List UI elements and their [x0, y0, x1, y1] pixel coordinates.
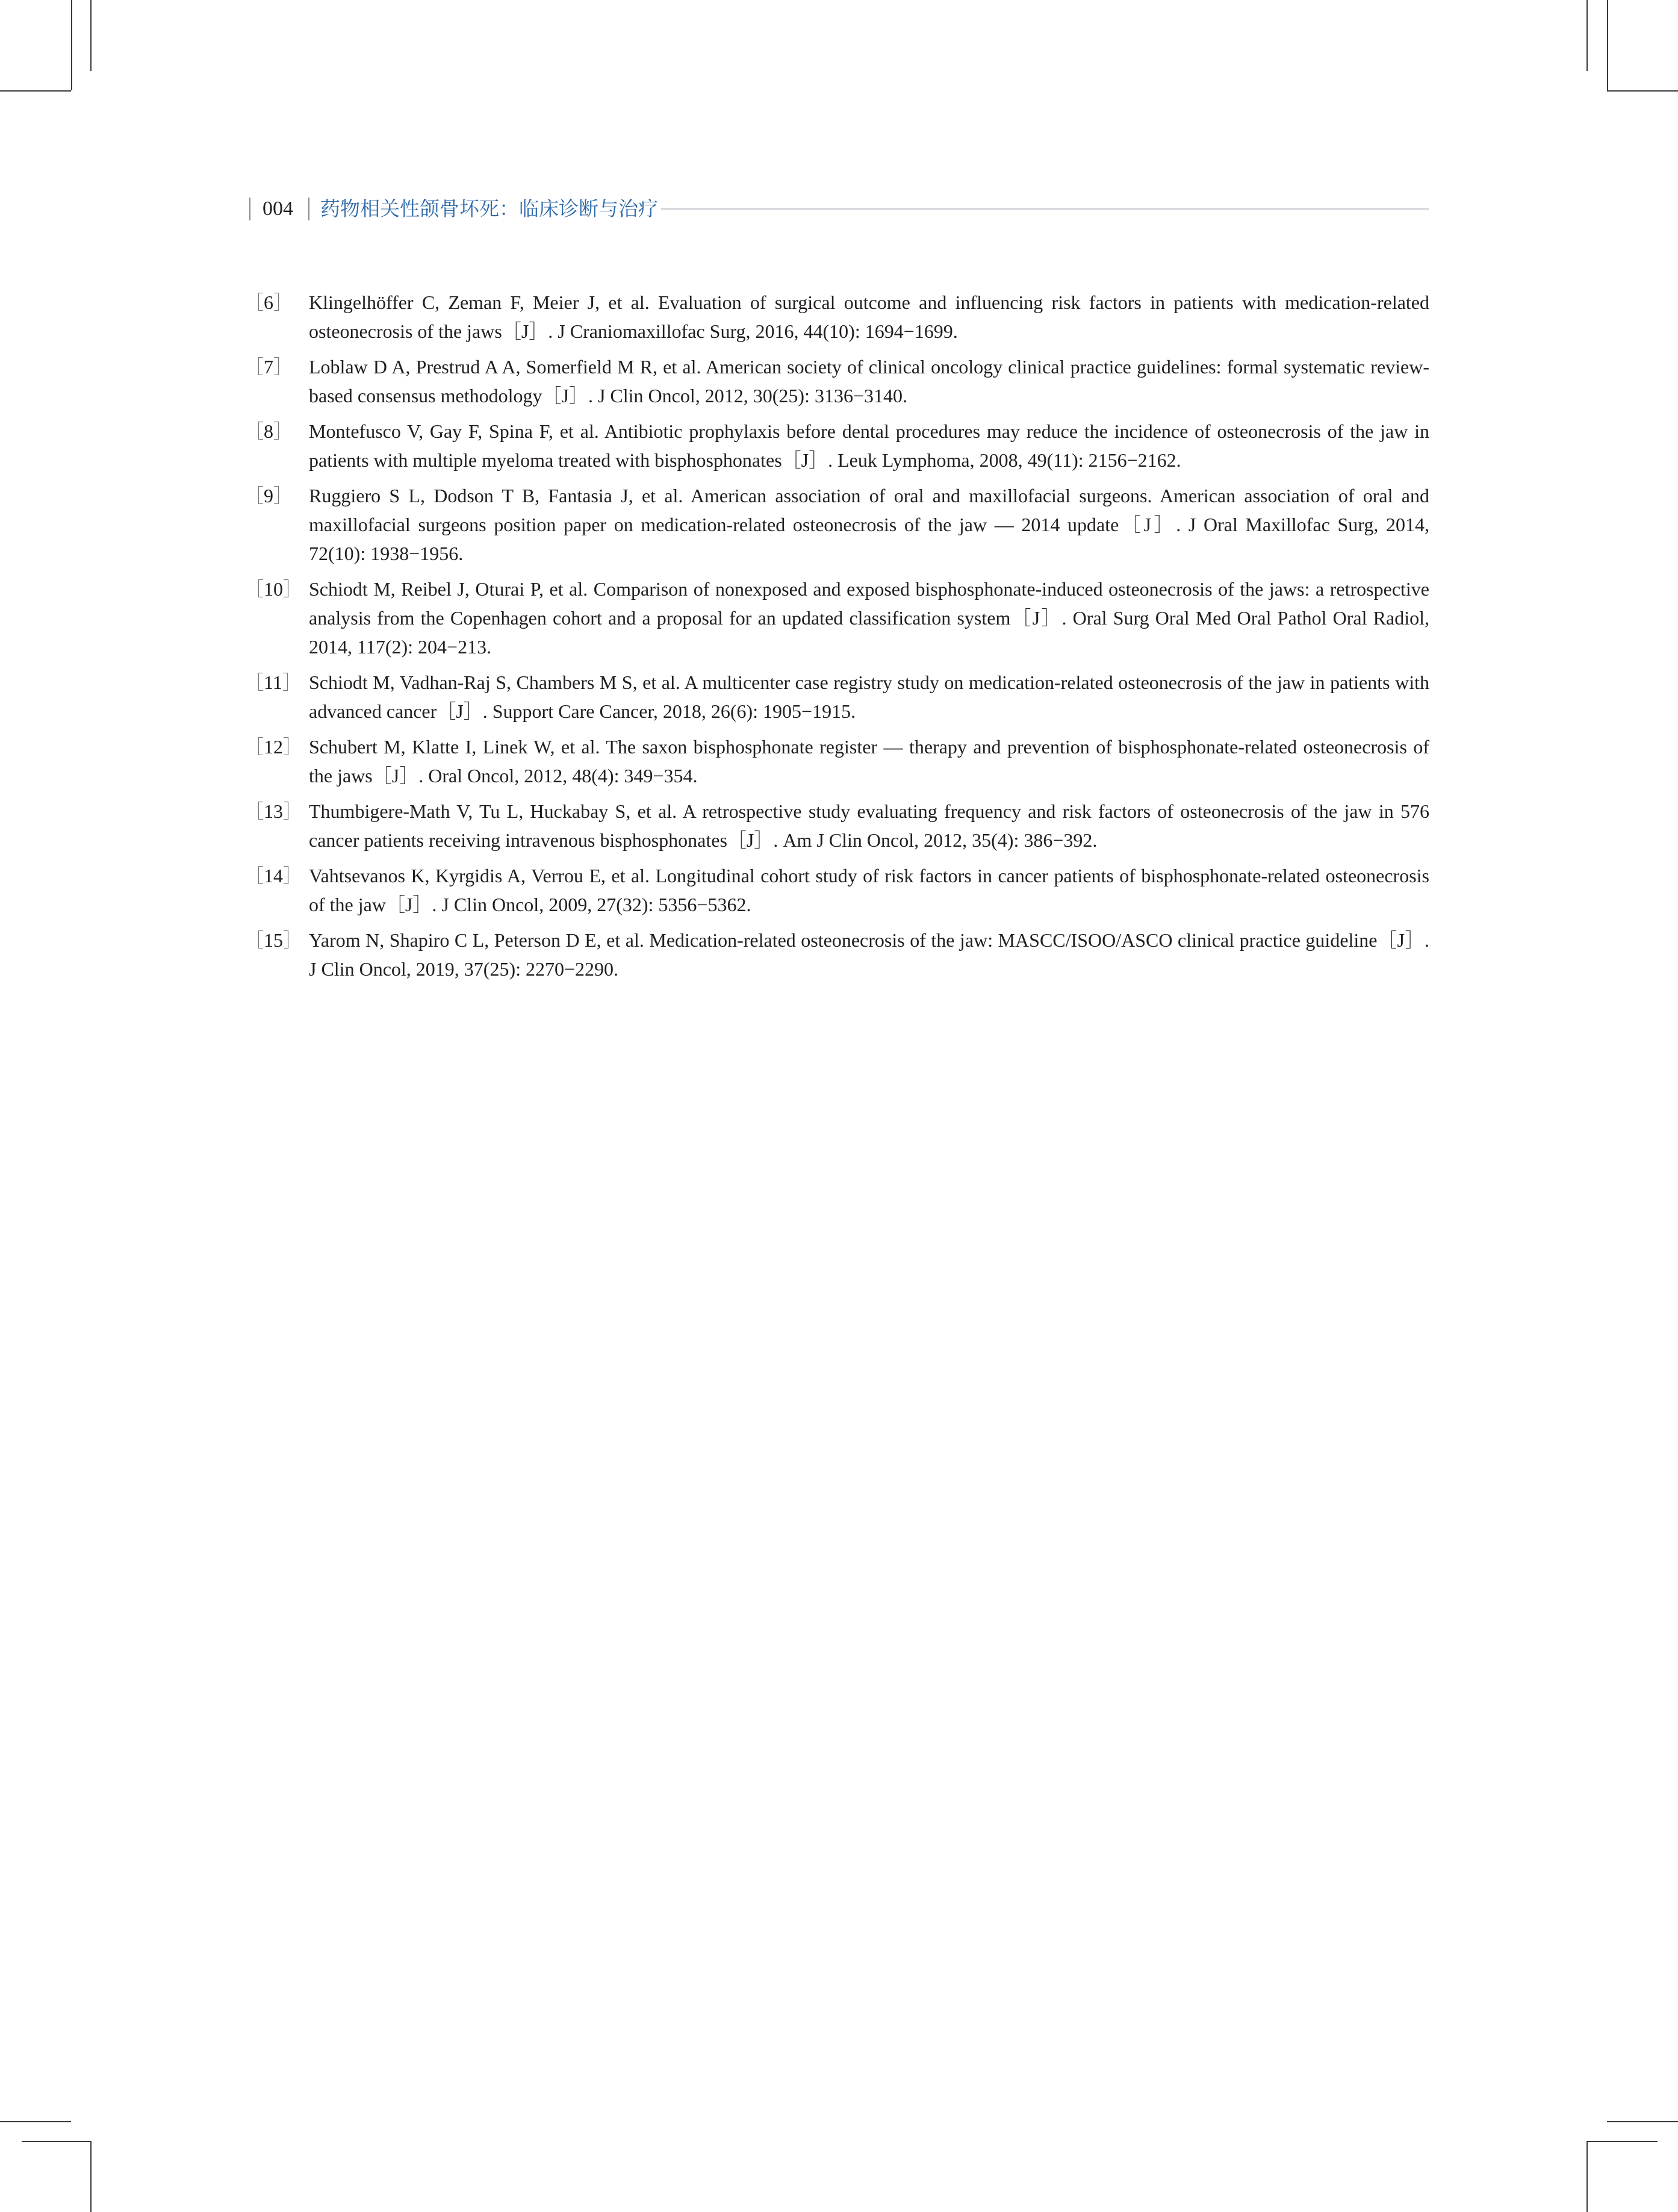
reference-text: Vahtsevanos K, Kyrgidis A, Verrou E, et al. Longitudinal cohort study of risk factors in cancer patients of bisphosphonate-related osteonecrosis of the jaw［J］. J Clin Oncol, 2009, 27(32): 5356−5362. — [309, 865, 1429, 915]
reference-list — [244, 288, 1429, 990]
crop-mark-bottom-right-h — [1607, 2121, 1678, 2122]
crop-mark-bottom-right-v — [1586, 2141, 1588, 2212]
reference-number: ［8］ — [244, 420, 293, 442]
reference-item — [244, 797, 1429, 855]
crop-mark-top-left-h — [0, 90, 71, 92]
reference-item — [244, 668, 1429, 726]
reference-item — [244, 732, 1429, 790]
reference-item — [244, 352, 1429, 410]
running-header — [246, 194, 1429, 224]
crop-mark-top-right-h — [1607, 90, 1678, 92]
reference-number: ［11］ — [244, 671, 302, 693]
reference-text: Loblaw D A, Prestrud A A, Somerfield M R, et al. American society of clinical oncology clinical practice guidelines: formal systematic review-based consensus methodology［J］. J Clin Oncol, 2012, 30(25): 3136−3140. — [309, 356, 1429, 407]
reference-number: ［13］ — [244, 800, 303, 822]
reference-item — [244, 861, 1429, 919]
book-title: 药物相关性颌骨坏死：临床诊断与治疗 — [320, 197, 658, 220]
reference-text: Montefusco V, Gay F, Spina F, et al. Antibiotic prophylaxis before dental procedures may reduce the incidence of osteonecrosis of the jaw in patients with multiple myeloma treated with bisphosphonates［J］. Leuk Lymphoma, 2008, 49(11): 2156−2162. — [309, 420, 1429, 471]
reference-text: Schiodt M, Reibel J, Oturai P, et al. Comparison of nonexposed and exposed bisphosphonate-induced osteonecrosis of the jaws: a retrospective analysis from the Copenhagen cohort and a proposal for an updated classification system［J］. Oral Surg Oral Med Oral Pathol Oral Radiol, 2014, 117(2): 204−213. — [309, 578, 1430, 658]
reference-item — [244, 926, 1429, 983]
reference-number: ［14］ — [244, 865, 303, 886]
reference-text: Schubert M, Klatte I, Linek W, et al. The saxon bisphosphonate register — therapy and prevention of bisphosphonate-related osteonecrosis of the jaws［J］. Oral Oncol, 2012, 48(4): 349−354. — [309, 736, 1429, 787]
crop-mark-top-right-v2 — [1607, 0, 1608, 90]
reference-text: Schiodt M, Vadhan-Raj S, Chambers M S, et al. A multicenter case registry study on medication-related osteonecrosis of the jaw in patients with advanced cancer［J］. Support Care Cancer, 2018, 26(6): 1905−1915. — [309, 671, 1429, 722]
crop-mark-bottom-right-h2 — [1586, 2141, 1658, 2142]
reference-number: ［10］ — [244, 578, 303, 600]
page-number: 004 — [263, 198, 293, 220]
reference-text: Yarom N, Shapiro C L, Peterson D E, et al. Medication-related osteonecrosis of the jaw: MASCC/ISOO/ASCO clinical practice guideline［J］. J Clin Oncol, 2019, 37(25): 2270−2290. — [309, 929, 1429, 980]
header-separator-right — [308, 198, 309, 220]
reference-number: ［9］ — [244, 485, 293, 506]
reference-item — [244, 417, 1429, 475]
reference-item — [244, 481, 1429, 568]
header-rule — [661, 208, 1429, 210]
crop-mark-bottom-left-h — [0, 2121, 71, 2122]
reference-text: Ruggiero S L, Dodson T B, Fantasia J, et al. American association of oral and maxillofacial surgeons. American association of oral and maxillofacial surgeons position paper on medication-related osteonecrosis of the jaw — 2014 update［J］. J Oral Maxillofac Surg, 2014, 72(10): 1938−1956. — [309, 485, 1430, 564]
reference-text: Klingelhöffer C, Zeman F, Meier J, et al. Evaluation of surgical outcome and influencing risk factors in patients with medication-related osteonecrosis of the jaws［J］. J Craniomaxillofac Surg, 2016, 44(10): 1694−1699. — [309, 291, 1429, 342]
crop-mark-bottom-left-v — [90, 2141, 92, 2212]
reference-number: ［6］ — [244, 291, 293, 313]
reference-number: ［12］ — [244, 736, 303, 758]
crop-mark-top-right-v — [1586, 0, 1588, 71]
crop-mark-bottom-left-h2 — [22, 2141, 90, 2142]
reference-item — [244, 288, 1429, 346]
reference-item — [244, 575, 1429, 661]
reference-number: ［15］ — [244, 929, 303, 951]
header-separator-left — [249, 198, 250, 220]
crop-mark-top-left-v2 — [71, 0, 72, 90]
reference-number: ［7］ — [244, 356, 293, 378]
reference-text: Thumbigere-Math V, Tu L, Huckabay S, et al. A retrospective study evaluating frequency and risk factors of osteonecrosis of the jaw in 576 cancer patients receiving intravenous bisphosphonates［J］. Am J Clin Oncol, 2012, 35(4): 386−392. — [309, 800, 1429, 851]
crop-mark-top-left-v — [90, 0, 92, 71]
